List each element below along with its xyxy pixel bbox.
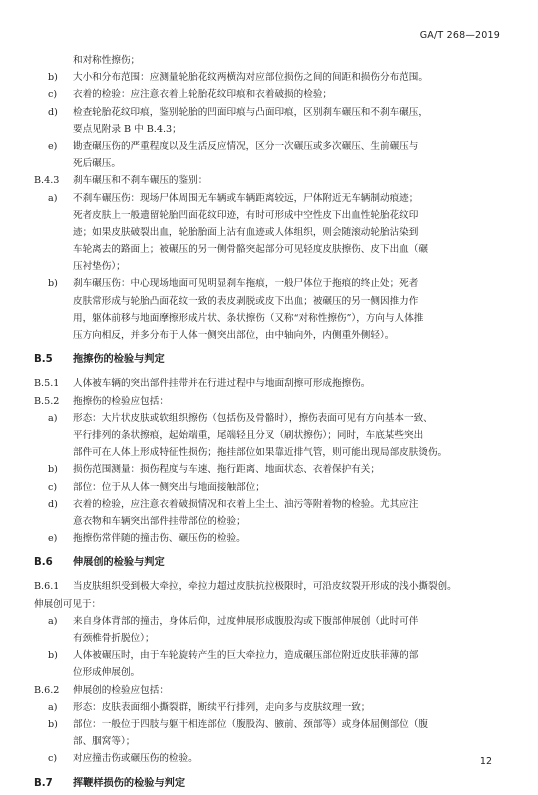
section-text: 刹车碾压和不刹车碾压的鉴别： xyxy=(73,175,208,187)
list-marker: b) xyxy=(48,650,58,662)
text-line: 压衬垫伤）； xyxy=(73,261,126,273)
section-number: B.6.1 xyxy=(34,581,60,593)
text-line: 勘查碾压伤的严重程度以及生活反应情况，区分一次碾压或多次碾压、生前碾压与 xyxy=(73,140,419,152)
list-marker: b) xyxy=(48,464,58,476)
section-number: B.5.2 xyxy=(34,395,60,407)
list-marker: d) xyxy=(48,498,58,510)
section-heading: 挥鞭样损伤的检验与判定 xyxy=(73,777,186,789)
text-line: 位形成伸展创。 xyxy=(73,667,141,679)
text-line: 刹车碾压伤：中心现场地面可见明显刹车拖痕，一般尸体位于拖痕的终止处；死者 xyxy=(73,278,419,290)
section-number: B.4.3 xyxy=(34,175,60,187)
text-line: 有颈椎骨折脱位）； xyxy=(73,633,155,644)
section-text: 当皮肤组织受到极大牵拉，牵拉力超过皮肤抗拉极限时，可沿皮纹裂开形成的浅小撕裂创。 xyxy=(73,581,457,593)
text-line: 人体被碾压时，由于车轮旋转产生的巨大牵拉力，造成碾压部位附近皮肤菲薄的部 xyxy=(73,650,419,662)
section-text: 拖擦伤的检验应包括： xyxy=(73,395,169,407)
text-line: 拖擦伤常伴随的撞击伤、碾压伤的检验。 xyxy=(73,533,246,545)
text-line: 要点见附录 B 中 B.4.3； xyxy=(73,123,182,135)
list-marker: b) xyxy=(48,278,58,290)
text-line: 来自身体背部的撞击，身体后仰，过度伸展形成腹股沟或下腹部伸展创（此时可伴 xyxy=(73,615,419,627)
text-line: 衣着的检验：应注意衣着上轮胎花纹印痕和衣着破损的检验； xyxy=(73,89,333,101)
text-line: 死后碾压。 xyxy=(73,158,121,170)
text-line: 对应撞击伤或碾压伤的检验。 xyxy=(73,753,198,765)
text-line: 检查轮胎花纹印痕，鉴别轮胎的凹面印痕与凸面印痕，区别刹车碾压和不刹车碾压， xyxy=(73,106,428,118)
document-id: GA/T 268—2019 xyxy=(419,30,500,41)
text-line: 和对称性擦伤； xyxy=(73,55,141,66)
list-marker: b) xyxy=(48,72,58,84)
list-marker: a) xyxy=(48,701,58,713)
text-line: 部位：位于从人体一侧突出与地面接触部位； xyxy=(73,481,265,493)
text-line: 压方向相反，并多分布于人体一侧突出部位，由中轴向外，内侧重外侧轻）。 xyxy=(73,330,395,341)
text-line: 部、腘窝等）； xyxy=(73,736,136,748)
list-marker: a) xyxy=(48,412,58,424)
list-marker: c) xyxy=(48,753,58,765)
text-line: 皮肤常形成与轮胎凸面花纹一致的表皮剥脱或皮下出血；被碾压的另一侧因推力作 xyxy=(73,295,419,307)
list-marker: d) xyxy=(48,106,58,118)
section-heading-number: B.6 xyxy=(34,557,53,569)
section-number: B.5.1 xyxy=(34,378,60,390)
section-number: B.6.2 xyxy=(34,684,60,696)
section-heading-number: B.5 xyxy=(34,354,53,366)
text-line: 部位：一般位于四肢与躯干相连部位（腹股沟、腋前、颈部等）或身体屈侧部位（腹 xyxy=(73,718,428,730)
text-line: 大小和分布范围：应测量轮胎花纹两横沟对应部位损伤之间的间距和损伤分布范围。 xyxy=(73,72,428,84)
section-heading: 伸展创的检验与判定 xyxy=(73,557,165,569)
text-line: 用，躯体前移与地面摩擦形成片状、条状擦伤（又称“对称性擦伤”），方向与人体推 xyxy=(73,312,424,324)
text-line: 意衣物和车辆突出部件挂带部位的检验； xyxy=(73,515,246,527)
text-line: 损伤范围测量：损伤程度与车速、拖行距离、地面状态、衣着保护有关； xyxy=(73,464,380,476)
text-line: 形态：皮肤表面细小撕裂群，断续平行排列，走向多与皮肤纹理一致； xyxy=(73,701,371,713)
list-marker: b) xyxy=(48,718,58,730)
list-marker: c) xyxy=(48,481,58,493)
page-number: 12 xyxy=(479,756,492,767)
list-marker: e) xyxy=(48,533,58,545)
text-line: 死者皮肤上一般遗留轮胎凹面花纹印迹，有时可形成中空性皮下出血性轮胎花纹印 xyxy=(73,209,419,221)
list-marker: c) xyxy=(48,89,58,101)
section-text: 伸展创的检验应包括： xyxy=(73,684,169,696)
text-line: 车轮离去的路面上；被碾压的另一侧骨骼突起部分可见轻度皮肤擦伤、皮下出血（碾 xyxy=(73,244,428,256)
text-line: 形态：大片状皮肤或软组织擦伤（包括伤及骨骼时），擦伤表面可见有方向基本一致、 xyxy=(73,412,433,424)
section-heading: 拖擦伤的检验与判定 xyxy=(73,354,165,366)
section-text: 人体被车辆的突出部件挂带并在行进过程中与地面刮擦可形成拖擦伤。 xyxy=(73,378,371,390)
text-line: 迹；如果皮肤破裂出血，轮胎胎面上沾有血迹或人体组织，则会随滚动轮胎沾染到 xyxy=(73,226,419,238)
list-marker: a) xyxy=(48,615,58,627)
page-body xyxy=(0,52,538,792)
text-line: 部件可在人体上形成特征性损伤；拖挂部位如果靠近排气管，则可能出现局部皮肤烫伤。 xyxy=(73,447,448,459)
section-heading-number: B.7 xyxy=(34,777,53,789)
text-line: 伸展创可见于： xyxy=(34,598,102,610)
text-line: 平行排列的条状擦痕，起始端重，尾端轻且分叉（刷状擦伤）；同时，车底某些突出 xyxy=(73,429,424,441)
list-marker: a) xyxy=(48,192,58,204)
text-line: 衣着的检验，应注意衣着破损情况和衣着上尘土、油污等附着物的检验。尤其应注 xyxy=(73,498,419,510)
text-line: 不刹车碾压伤：现场尸体周围无车辆或车辆距离较远，尸体附近无车辆制动痕迹； xyxy=(73,192,419,204)
list-marker: e) xyxy=(48,140,58,152)
